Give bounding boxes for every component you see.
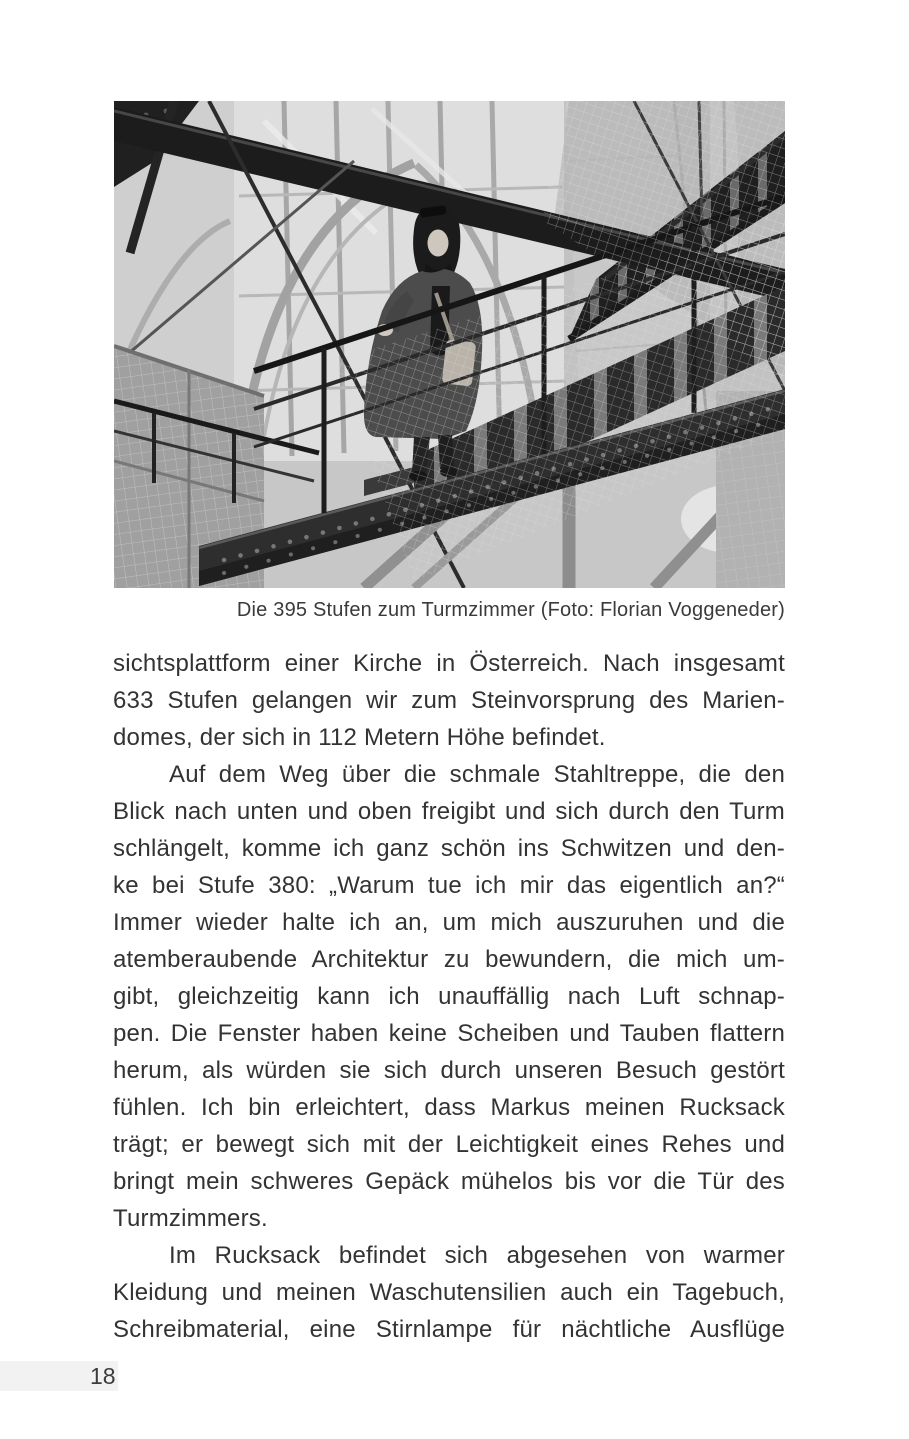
body-text-line: 633 Stufen gelangen wir zum Steinvorsprung des Marien- [113,687,785,714]
body-text-line: Schreibmaterial, eine Stirnlampe für nächtliche Ausflüge [113,1316,785,1343]
photo-caption: Die 395 Stufen zum Turmzimmer (Foto: Florian Voggeneder) [236,599,785,621]
body-text-line: Blick nach unten und oben freigibt und sich durch den Turm [113,798,785,825]
body-text-line: Immer wieder halte ich an, um mich auszuruhen und die [113,909,785,936]
body-text-line: Im Rucksack befindet sich abgesehen von warmer [169,1242,785,1269]
body-text-line: Kleidung und meinen Waschutensilien auch ein Tagebuch, [113,1279,785,1306]
body-text-line: pen. Die Fenster haben keine Scheiben und Tauben flattern [113,1020,785,1047]
body-text [113,645,785,1348]
page-number: 18 [90,1363,116,1389]
body-text-line: schlängelt, komme ich ganz schön ins Schwitzen und den- [113,835,785,862]
body-text-line: domes, der sich in 112 Metern Höhe befindet. [113,724,606,751]
body-text-line: trägt; er bewegt sich mit der Leichtigkeit eines Rehes und [113,1131,785,1158]
body-text-line: fühlen. Ich bin erleichtert, dass Markus meinen Rucksack [113,1094,785,1121]
body-text-line: atemberaubende Architektur zu bewundern, die mich um- [113,946,785,973]
body-text-line: ke bei Stufe 380: „Warum tue ich mir das eigentlich an?“ [113,872,785,899]
body-text-line: Auf dem Weg über die schmale Stahltreppe, die den [169,761,785,788]
body-text-line: sichtsplattform einer Kirche in Österreich. Nach insgesamt [113,650,785,677]
body-text-line: gibt, gleichzeitig kann ich unauffällig nach Luft schnap- [113,983,785,1010]
body-text-line: herum, als würden sie sich durch unseren Besuch gestört [113,1057,785,1084]
body-text-line: bringt mein schweres Gepäck mühelos bis vor die Tür des [113,1168,785,1195]
tower-staircase-photo [114,101,785,588]
body-text-line: Turmzimmers. [113,1205,268,1232]
tower-staircase-photo-art [114,101,785,588]
